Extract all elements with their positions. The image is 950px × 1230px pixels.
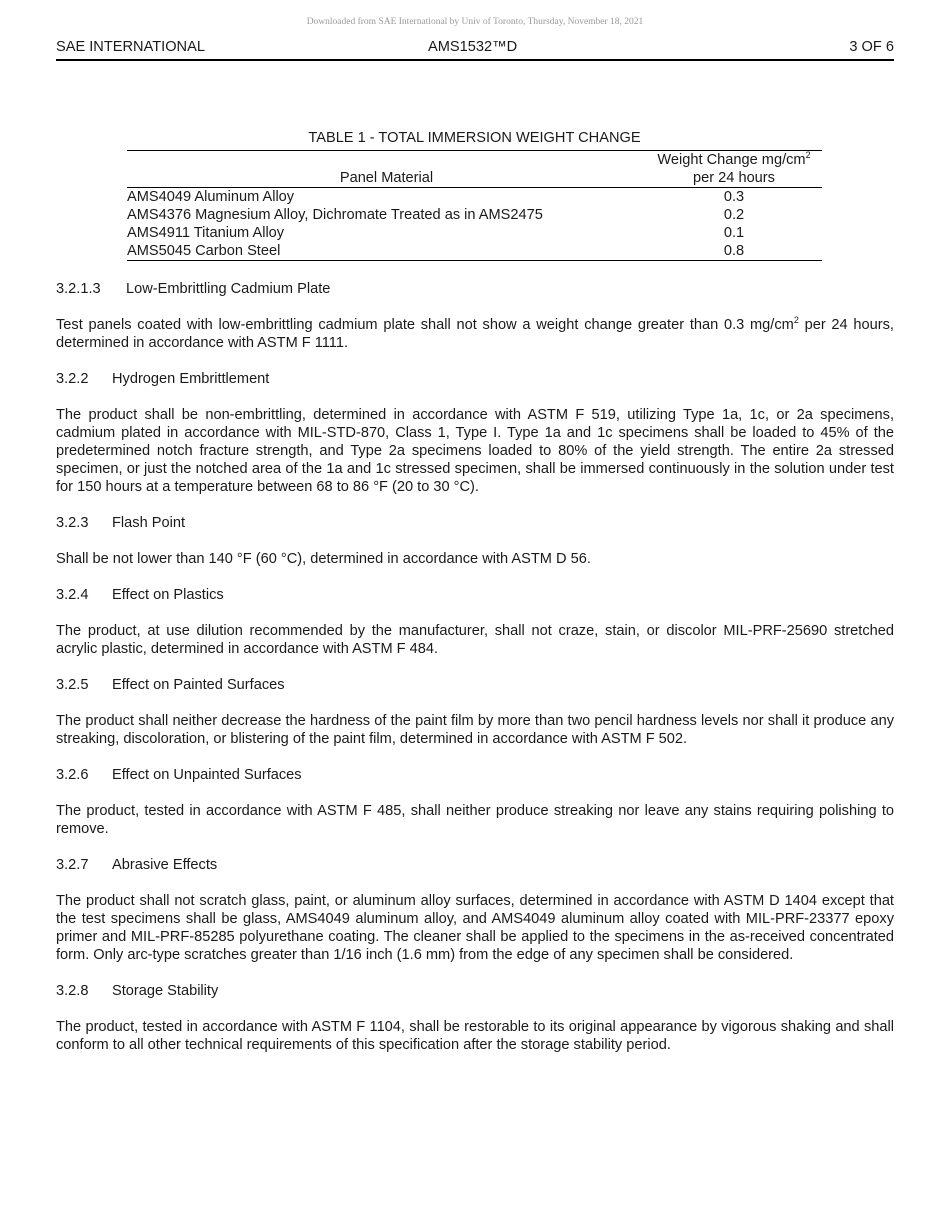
header-doc-id: AMS1532™D [428, 39, 518, 55]
section-title: Abrasive Effects [112, 857, 218, 873]
section-heading [56, 982, 894, 1000]
cell-value: 0.1 [723, 225, 745, 241]
section-paragraph: Shall be not lower than 140 °F (60 °C), determined in accordance with ASTM D 56. [56, 551, 591, 567]
section-heading [56, 280, 894, 298]
section-title: Low-Embrittling Cadmium Plate [126, 281, 331, 297]
section-paragraph: The product shall neither decrease the hardness of the paint film by more than two pencil hardness levels nor shall it produce any streaking, discoloration, or blistering of the paint film, determined in accordance with ASTM F 502. [56, 713, 894, 747]
section-number: 3.2.5 [56, 677, 89, 693]
page-header [56, 38, 894, 58]
section-heading [56, 586, 894, 604]
header-org: SAE INTERNATIONAL [56, 39, 205, 55]
section-heading [56, 676, 894, 694]
table-row [127, 242, 822, 261]
col-header-material: Panel Material [127, 151, 646, 188]
cell-value: 0.2 [723, 207, 745, 223]
paragraph-text-part1: Test panels coated with low-embrittling cadmium plate shall not show a weight change greater than 0.3 mg/cm [56, 317, 794, 333]
section-paragraph: The product shall be non-embrittling, determined in accordance with ASTM F 519, utilizing Type 1a, 1c, or 2a specimens, cadmium plated in accordance with MIL-STD-870, Class 1, Type I. Type 1a and 1c specimens shall be loaded to 45% of the predetermined notch fracture strength, and Type 2a specimens loaded to 80% of the yield strength. The entire 2a stressed specimen, or just the notched area of the 1a and 1c stressed specimen, shall be immersed continuously in the solution under test for 150 hours at a temperature between 68 to 86 °F (20 to 30 °C). [56, 407, 894, 495]
cell-material: AMS4049 Aluminum Alloy [127, 189, 295, 205]
table-weight-change [127, 128, 822, 261]
data-table [127, 150, 822, 261]
table-title: TABLE 1 - TOTAL IMMERSION WEIGHT CHANGE [308, 130, 641, 146]
section-number: 3.2.4 [56, 587, 89, 603]
section-title: Effect on Plastics [112, 587, 224, 603]
col-header-weight [646, 151, 822, 188]
section-paragraph: The product, tested in accordance with ASTM F 1104, shall be restorable to its original appearance by vigorous shaking and shall conform to all other technical requirements of this specification after the storage stability period. [56, 1019, 894, 1053]
section-heading [56, 514, 894, 532]
section-title: Effect on Painted Surfaces [112, 677, 285, 693]
table-row [127, 206, 822, 224]
section-heading [56, 370, 894, 388]
section-heading [56, 766, 894, 784]
table-row [127, 224, 822, 242]
section-heading [56, 856, 894, 874]
section-number: 3.2.2 [56, 371, 89, 387]
section-paragraph: The product shall not scratch glass, paint, or aluminum alloy surfaces, determined in accordance with ASTM D 1404 except that the test specimens shall be glass, AMS4049 aluminum alloy, and AMS4049 aluminum alloy coated with MIL-PRF-23377 epoxy primer and MIL-PRF-85285 polyurethane coating. The cleaner shall be applied to the specimens in the as-received concentrated form. Only arc-type scratches greater than 1/16 inch (1.6 mm) from the edge of any specimen shall be considered. [56, 893, 894, 963]
table-header-row [127, 151, 822, 188]
header-page-number: 3 OF 6 [849, 39, 894, 55]
cell-material: AMS4376 Magnesium Alloy, Dichromate Treated as in AMS2475 [127, 207, 543, 223]
cell-material: AMS4911 Titanium Alloy [127, 225, 285, 241]
table-row [127, 188, 822, 207]
section-title: Effect on Unpainted Surfaces [112, 767, 302, 783]
header-divider [56, 59, 894, 61]
cell-value: 0.8 [723, 243, 745, 259]
col-header-weight-sup: 2 [805, 150, 811, 160]
download-watermark: Downloaded from SAE International by Univ of Toronto, Thursday, November 18, 2021 [306, 17, 644, 27]
section-number: 3.2.8 [56, 983, 89, 999]
section-number: 3.2.1.3 [56, 281, 101, 297]
section-paragraph [56, 316, 894, 352]
section-paragraph: The product, at use dilution recommended by the manufacturer, shall not craze, stain, or discolor MIL-PRF-25690 stretched acrylic plastic, determined in accordance with ASTM F 484. [56, 623, 894, 657]
spec-content [56, 280, 894, 1054]
section-number: 3.2.7 [56, 857, 89, 873]
cell-value: 0.3 [723, 189, 745, 205]
col-header-weight-line1: Weight Change mg/cm [657, 152, 806, 168]
cell-material: AMS5045 Carbon Steel [127, 243, 281, 259]
section-number: 3.2.3 [56, 515, 89, 531]
paragraph-text-part2: per 24 hours, determined in accordance with ASTM F 1111. [56, 317, 894, 351]
section-title: Flash Point [112, 515, 186, 531]
section-title: Storage Stability [112, 983, 219, 999]
col-header-weight-line2: per 24 hours [693, 170, 775, 186]
section-paragraph: The product, tested in accordance with ASTM F 485, shall neither produce streaking nor leave any stains requiring polishing to remove. [56, 803, 894, 837]
section-title: Hydrogen Embrittlement [112, 371, 270, 387]
section-number: 3.2.6 [56, 767, 89, 783]
paragraph-superscript: 2 [793, 315, 799, 325]
